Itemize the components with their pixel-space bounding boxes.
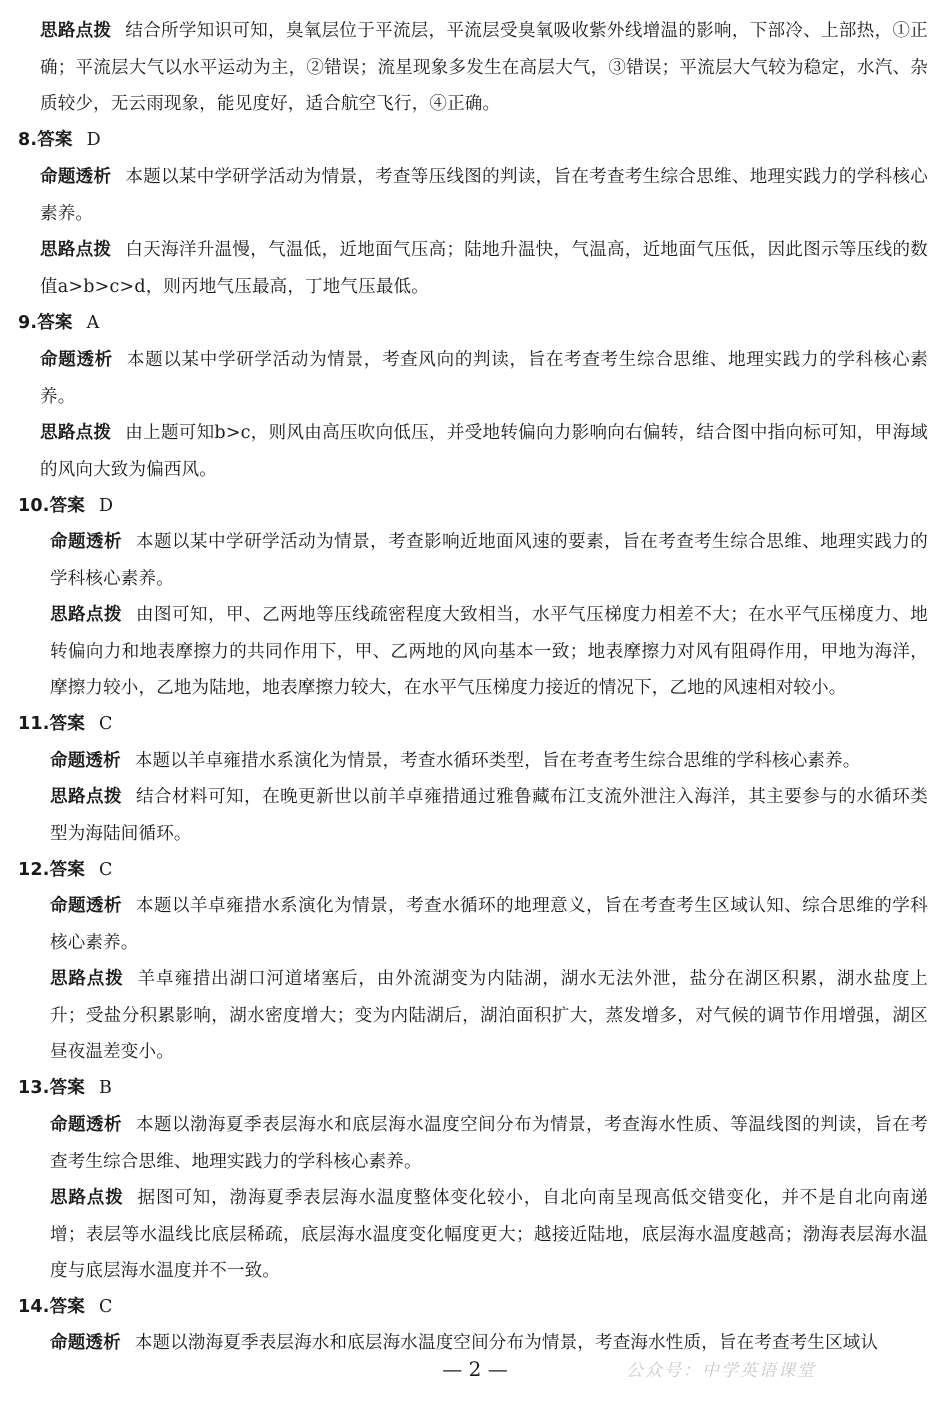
q10-tip-label: 思路点拨 bbox=[50, 605, 123, 625]
q10-answer bbox=[18, 488, 928, 525]
q12-intent-label: 命题透析 bbox=[50, 896, 123, 916]
q9-intent bbox=[40, 342, 928, 415]
q8-tip bbox=[40, 232, 928, 305]
q9-tip-text: 由上题可知b>c，则风由高压吹向低压，并受地转偏向力影响向右偏转，结合图中指向标可知，甲海域的风向大致为偏西风。 bbox=[40, 423, 928, 480]
q8-tip-label: 思路点拨 bbox=[40, 240, 112, 260]
q10-tip-text: 由图可知，甲、乙两地等压线疏密程度大致相当，水平气压梯度力相差不大；在水平气压梯度力、地转偏向力和地表摩擦力的共同作用下，甲、乙两地的风向基本一致；地表摩擦力对风有阻碍作用，甲地为海洋，摩擦力较小，乙地为陆地，地表摩擦力较大，在水平气压梯度力接近的情况下，乙地的风速相对较小。 bbox=[50, 605, 928, 698]
q11-answer-value: C bbox=[99, 714, 113, 734]
q11-tip bbox=[50, 779, 928, 852]
page-number: — 2 — bbox=[442, 1357, 508, 1381]
q13-tip-label: 思路点拨 bbox=[50, 1188, 124, 1208]
q9-tip bbox=[40, 415, 928, 488]
q8-intent-text: 本题以某中学研学活动为情景，考查等压线图的判读，旨在考查考生综合思维、地理实践力的学科核心素养。 bbox=[40, 167, 928, 224]
q12-tip-text: 羊卓雍措出湖口河道堵塞后，由外流湖变为内陆湖，湖水无法外泄，盐分在湖区积累，湖水盐度上升；受盐分积累影响，湖水密度增大；变为内陆湖后，湖泊面积扩大，蒸发增多，对气候的调节作用增强，湖区昼夜温差变小。 bbox=[50, 969, 928, 1062]
q10-intent-label: 命题透析 bbox=[50, 532, 123, 552]
q8-answer-value: D bbox=[86, 130, 101, 150]
q12-answer bbox=[18, 852, 928, 889]
q9-tip-label: 思路点拨 bbox=[40, 423, 112, 443]
q11-number: 11.答案 bbox=[18, 714, 86, 734]
q11-answer bbox=[18, 706, 928, 743]
q13-tip-text: 据图可知，渤海夏季表层海水温度整体变化较小，自北向南呈现高低交错变化，并不是自北向南递增；表层等水温线比底层稀疏，底层海水温度变化幅度更大；越接近陆地，底层海水温度越高；渤海表层海水温度与底层海水温度并不一致。 bbox=[50, 1188, 928, 1281]
q12-answer-value: C bbox=[99, 860, 113, 880]
q13-intent-text: 本题以渤海夏季表层海水和底层海水温度空间分布为情景，考查海水性质、等温线图的判读，旨在考查考生综合思维、地理实践力的学科核心素养。 bbox=[50, 1115, 928, 1172]
q11-tip-text: 结合材料可知，在晚更新世以前羊卓雍措通过雅鲁藏布江支流外泄注入海洋，其主要参与的水循环类型为海陆间循环。 bbox=[50, 787, 928, 844]
q13-tip bbox=[50, 1180, 928, 1290]
q10-answer-value: D bbox=[99, 496, 114, 516]
q12-intent bbox=[50, 888, 928, 961]
q13-answer-value: B bbox=[99, 1078, 113, 1098]
q11-intent-text: 本题以羊卓雍措水系演化为情景，考查水循环类型，旨在考查考生综合思维的学科核心素养。 bbox=[134, 751, 861, 771]
q14-intent-text: 本题以渤海夏季表层海水和底层海水温度空间分布为情景，考查海水性质，旨在考查考生区域认 bbox=[134, 1333, 879, 1353]
q11-intent-label: 命题透析 bbox=[50, 751, 121, 771]
q14-intent-label: 命题透析 bbox=[50, 1333, 121, 1353]
q10-tip bbox=[50, 597, 928, 707]
q12-tip bbox=[50, 961, 928, 1071]
q10-intent-text: 本题以某中学研学活动为情景，考查影响近地面风速的要素，旨在考查考生综合思维、地理实践力的学科核心素养。 bbox=[50, 532, 928, 589]
q13-answer bbox=[18, 1070, 928, 1107]
q12-number: 12.答案 bbox=[18, 860, 86, 880]
q9-answer bbox=[18, 305, 928, 342]
q7-tip-label: 思路点拨 bbox=[40, 21, 112, 41]
q14-answer bbox=[18, 1289, 928, 1326]
q8-number: 8.答案 bbox=[18, 130, 73, 150]
q12-tip-label: 思路点拨 bbox=[50, 969, 124, 989]
q8-intent-label: 命题透析 bbox=[40, 167, 112, 187]
q11-tip-label: 思路点拨 bbox=[50, 787, 123, 807]
q8-answer bbox=[18, 122, 928, 159]
q10-number: 10.答案 bbox=[18, 496, 86, 516]
q7-tip-text: 结合所学知识可知，臭氧层位于平流层，平流层受臭氧吸收紫外线增温的影响，下部冷、上部热，①正确；平流层大气以水平运动为主，②错误；流星现象多发生在高层大气，③错误；平流层大气较为稳定，水汽、杂质较少，无云雨现象，能见度好，适合航空飞行，④正确。 bbox=[40, 21, 928, 114]
q13-number: 13.答案 bbox=[18, 1078, 86, 1098]
q8-intent bbox=[40, 159, 928, 232]
q11-intent bbox=[50, 743, 928, 780]
q9-answer-value: A bbox=[86, 313, 100, 333]
q14-number: 14.答案 bbox=[18, 1297, 86, 1317]
q8-tip-text: 白天海洋升温慢，气温低，近地面气压高；陆地升温快，气温高，近地面气压低，因此图示等压线的数值a>b>c>d，则丙地气压最高，丁地气压最低。 bbox=[40, 240, 928, 297]
q10-intent bbox=[50, 524, 928, 597]
q9-intent-label: 命题透析 bbox=[40, 350, 113, 370]
q14-answer-value: C bbox=[99, 1297, 113, 1317]
q9-number: 9.答案 bbox=[18, 313, 73, 333]
q7-tip bbox=[40, 13, 928, 123]
q13-intent bbox=[50, 1107, 928, 1180]
q12-intent-text: 本题以羊卓雍措水系演化为情景，考查水循环的地理意义，旨在考查考生区域认知、综合思维的学科核心素养。 bbox=[50, 896, 928, 953]
q13-intent-label: 命题透析 bbox=[50, 1115, 123, 1135]
q9-intent-text: 本题以某中学研学活动为情景，考查风向的判读，旨在考查考生综合思维、地理实践力的学科核心素养。 bbox=[40, 350, 929, 407]
watermark: 公众号：中学英语课堂 bbox=[626, 1361, 816, 1381]
